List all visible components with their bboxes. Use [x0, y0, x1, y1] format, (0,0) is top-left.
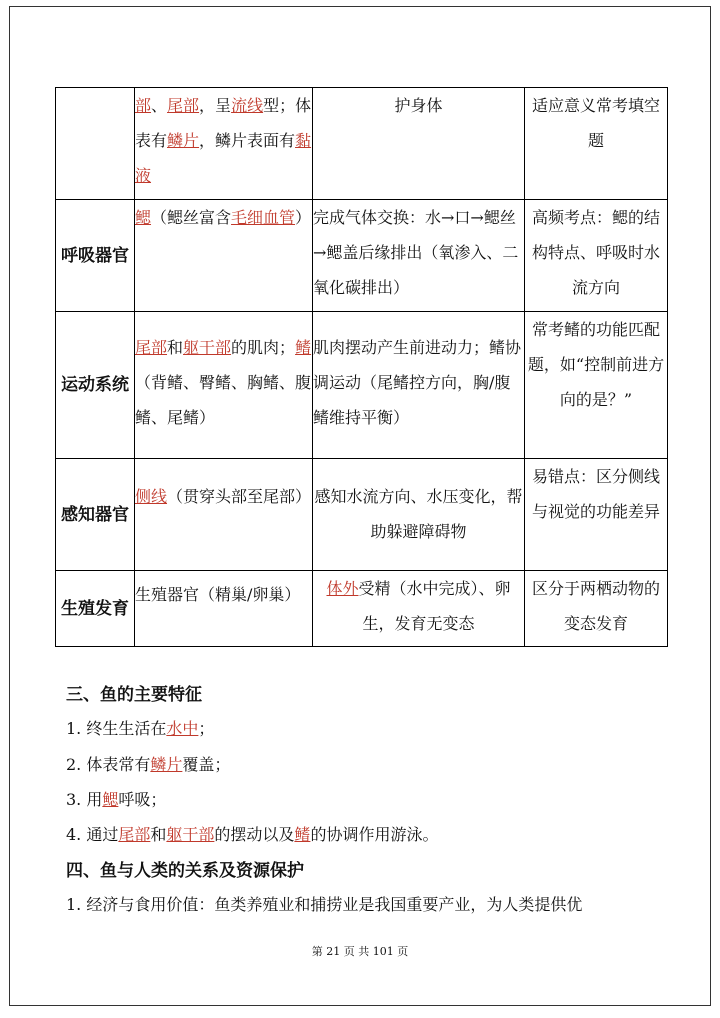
row-label: 呼吸器官 — [56, 200, 135, 312]
exam-note-cell: 常考鳍的功能匹配题，如“控制前进方向的是？” — [525, 312, 668, 459]
row-label: 感知器官 — [56, 459, 135, 571]
exam-note-cell: 易错点：区分侧线与视觉的功能差异 — [525, 459, 668, 571]
list-item: 1. 经济与食用价值：鱼类养殖业和捕捞业是我国重要产业，为人类提供优 — [66, 895, 583, 914]
structure-cell: 部、尾部，呈流线型；体表有鳞片，鳞片表面有黏液 — [135, 88, 313, 200]
function-cell: 肌肉摆动产生前进动力；鳍协调运动（尾鳍控方向，胸/腹鳍维持平衡） — [313, 312, 525, 459]
row-label: 运动系统 — [56, 312, 135, 459]
structure-cell: 侧线（贯穿头部至尾部） — [135, 459, 313, 571]
table-row — [56, 571, 668, 647]
section-4-heading: 四、鱼与人类的关系及资源保护 — [66, 861, 304, 881]
function-cell: 护身体 — [313, 88, 525, 200]
structure-cell: 生殖器官（精巢/卵巢） — [135, 571, 313, 647]
list-item: 4. 通过尾部和躯干部的摆动以及鳍的协调作用游泳。 — [66, 825, 439, 844]
function-cell: 完成气体交换：水→口→鳃丝→鳃盖后缘排出（氧渗入、二氧化碳排出） — [313, 200, 525, 312]
structure-cell: 尾部和躯干部的肌肉；鳍（背鳍、臀鳍、胸鳍、腹鳍、尾鳍） — [135, 312, 313, 459]
page-footer: 第 21 页 共 101 页 — [311, 945, 409, 958]
structure-cell: 鳃（鳃丝富含毛细血管） — [135, 200, 313, 312]
table-row — [56, 459, 668, 571]
table-row — [56, 200, 668, 312]
exam-note-cell: 适应意义常考填空题 — [525, 88, 668, 200]
exam-note-cell: 区分于两栖动物的变态发育 — [525, 571, 668, 647]
table-row — [56, 312, 668, 459]
row-label — [56, 88, 135, 200]
row-label: 生殖发育 — [56, 571, 135, 647]
section-3-heading: 三、鱼的主要特征 — [66, 685, 202, 705]
exam-note-cell: 高频考点：鳃的结构特点、呼吸时水流方向 — [525, 200, 668, 312]
list-item: 1. 终生生活在水中； — [66, 719, 215, 738]
function-cell: 感知水流方向、水压变化，帮助躲避障碍物 — [313, 459, 525, 571]
function-cell: 体外受精（水中完成）、卵生，发育无变态 — [313, 571, 525, 647]
table-row — [56, 88, 668, 200]
list-item: 2. 体表常有鳞片覆盖； — [66, 755, 231, 774]
list-item: 3. 用鳃呼吸； — [66, 790, 167, 809]
fish-structure-table — [55, 87, 668, 647]
